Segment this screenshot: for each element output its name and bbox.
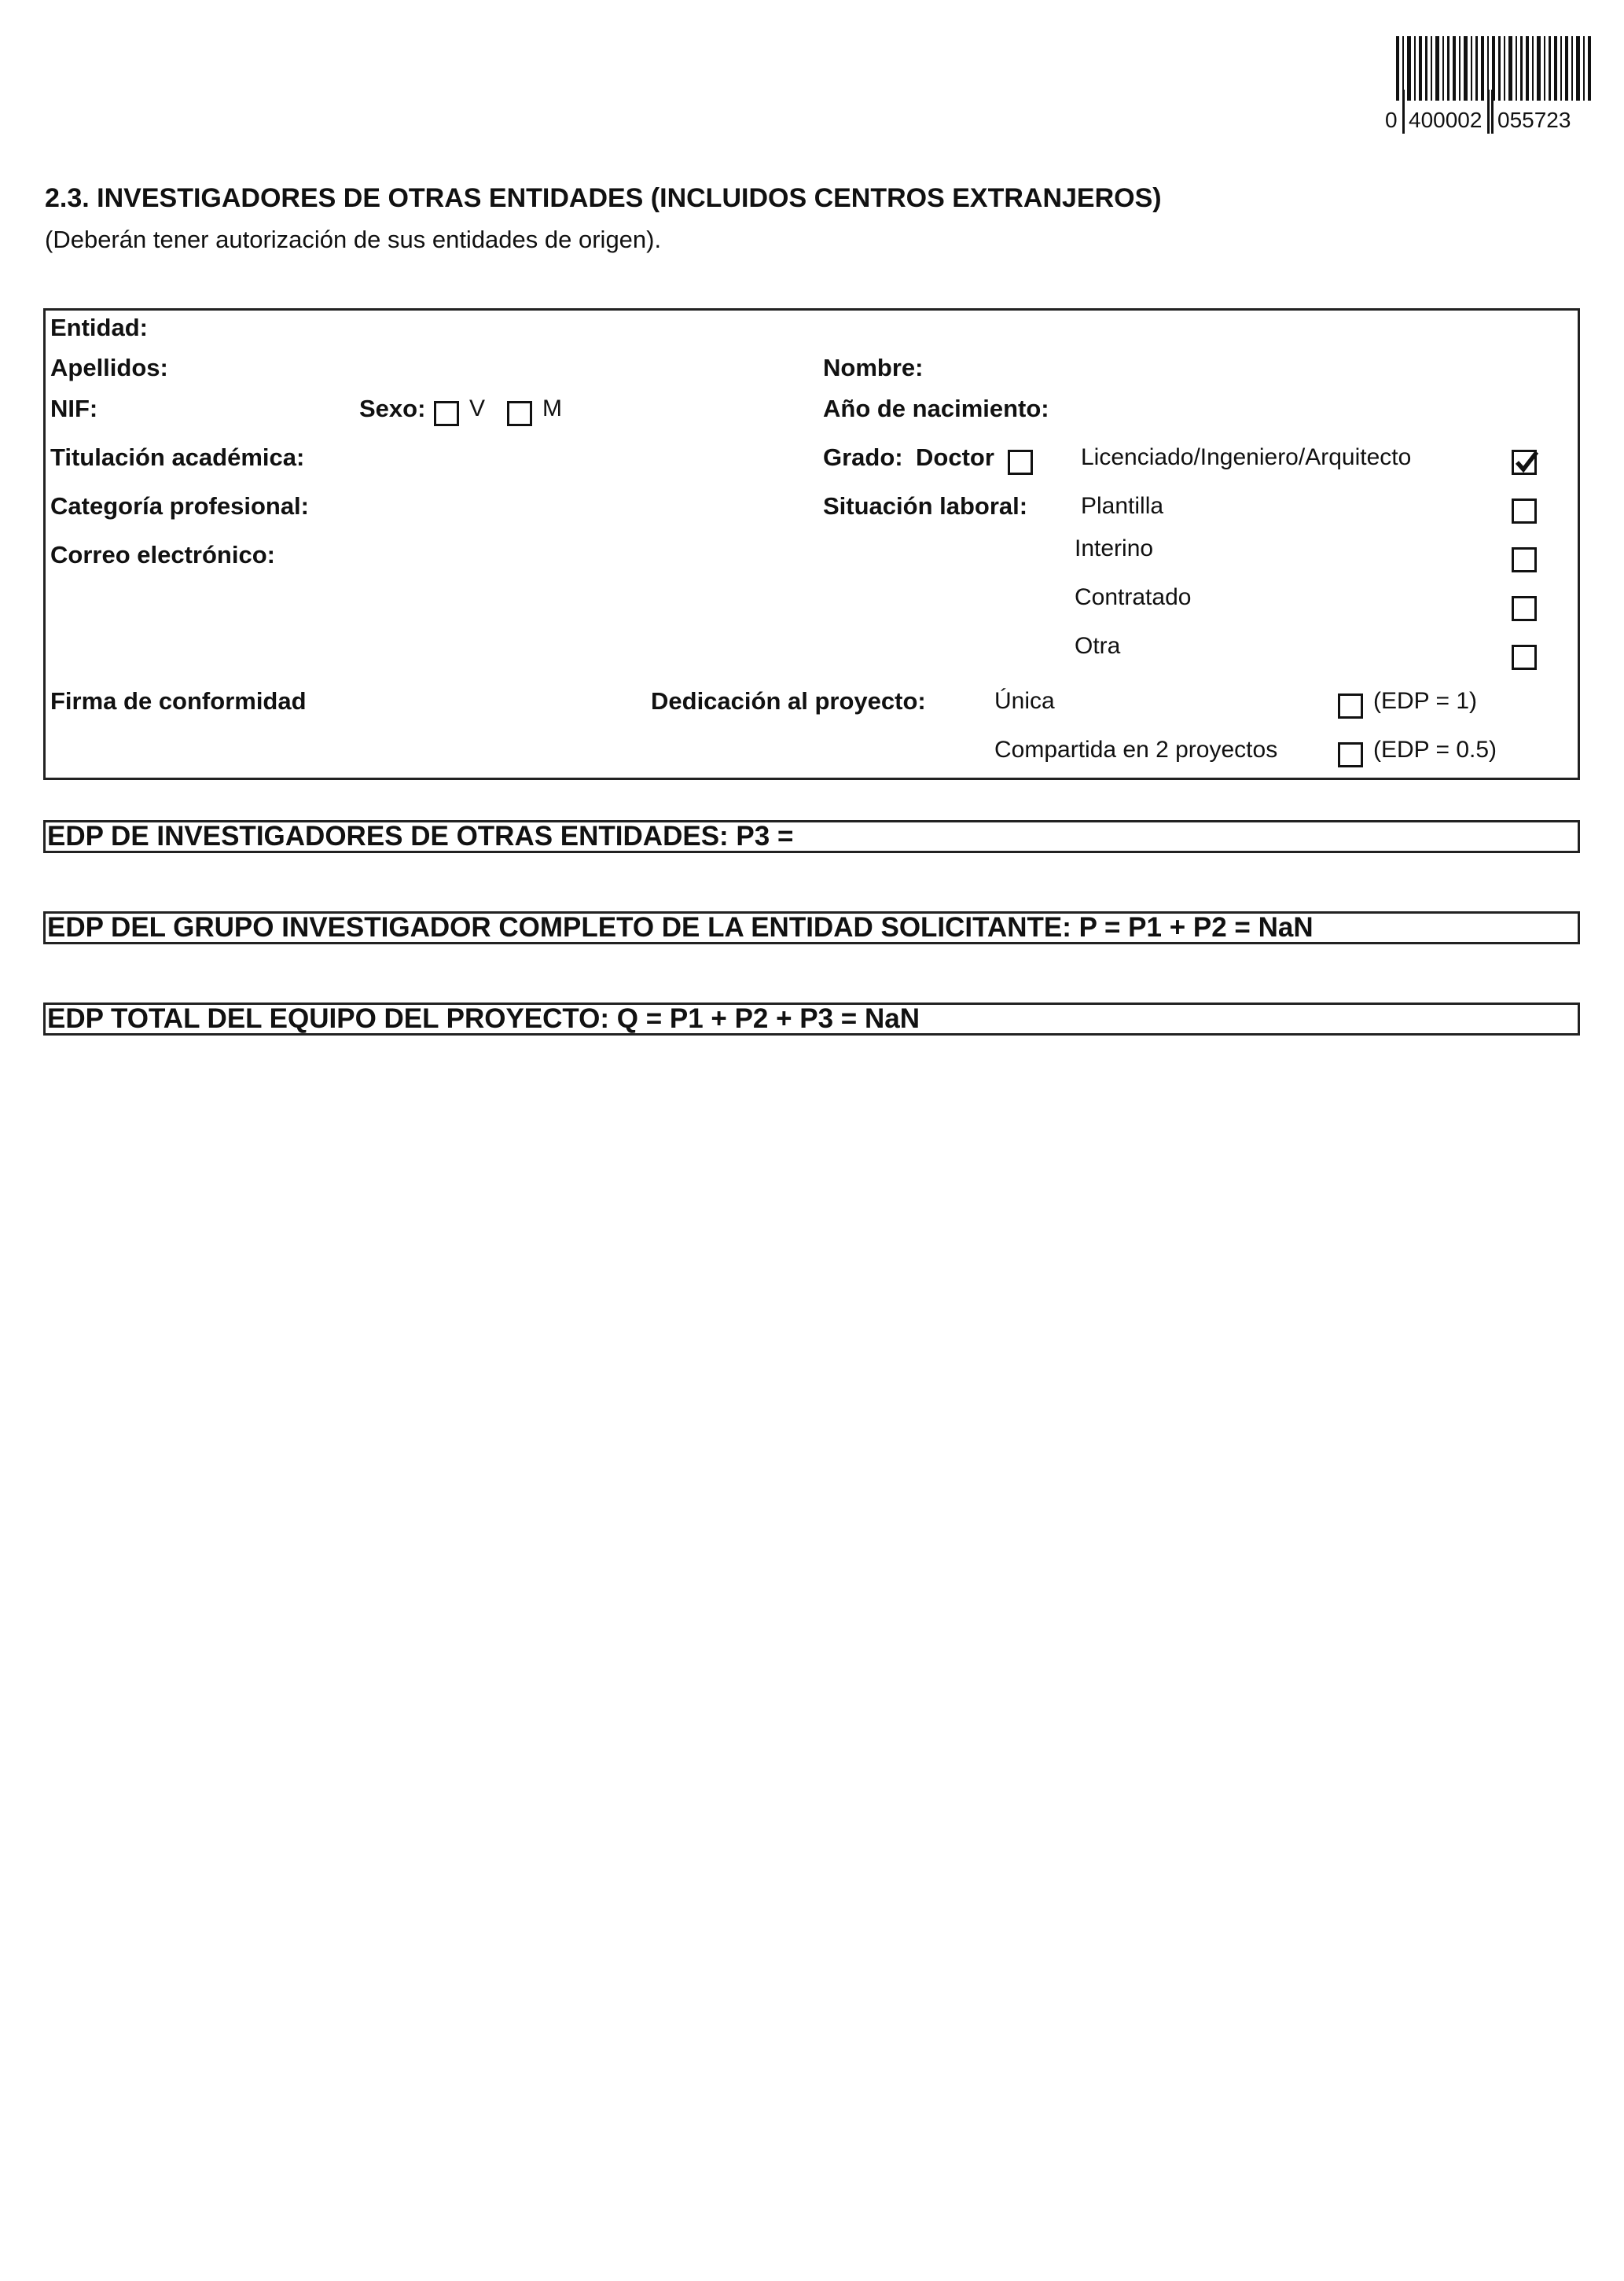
situacion-otra-checkbox[interactable] bbox=[1512, 645, 1537, 670]
situacion-contratado-checkbox[interactable] bbox=[1512, 596, 1537, 621]
dedicacion-label: Dedicación al proyecto: bbox=[651, 687, 926, 715]
barcode-digit-left: 0 bbox=[1385, 108, 1398, 132]
sexo-label: Sexo: bbox=[359, 395, 426, 422]
nif-label: NIF: bbox=[50, 395, 98, 422]
barcode-guard-bar bbox=[1487, 90, 1490, 134]
situacion-contratado-label: Contratado bbox=[1075, 584, 1192, 610]
situacion-label: Situación laboral: bbox=[823, 492, 1028, 520]
situacion-plantilla-label: Plantilla bbox=[1081, 493, 1164, 519]
sexo-v-label: V bbox=[469, 395, 486, 421]
grado-doctor-label: Doctor bbox=[916, 443, 994, 471]
grado-licenciado-checkbox[interactable] bbox=[1512, 450, 1537, 475]
situacion-interino-label: Interino bbox=[1075, 535, 1154, 561]
ano-nacimiento-label: Año de nacimiento: bbox=[823, 395, 1049, 422]
sexo-m-label: M bbox=[542, 395, 562, 421]
situacion-interino-checkbox[interactable] bbox=[1512, 547, 1537, 572]
barcode bbox=[1385, 36, 1593, 134]
dedicacion-unica-note: (EDP = 1) bbox=[1373, 688, 1477, 714]
edp-p3-box: EDP DE INVESTIGADORES DE OTRAS ENTIDADES: P3 = bbox=[43, 820, 1580, 853]
categoria-label: Categoría profesional: bbox=[50, 492, 309, 520]
situacion-plantilla-checkbox[interactable] bbox=[1512, 499, 1537, 524]
section-subtitle: (Deberán tener autorización de sus entidades de origen). bbox=[45, 226, 662, 253]
checkmark-icon bbox=[1512, 447, 1541, 476]
dedicacion-compartida-label: Compartida en 2 proyectos bbox=[994, 737, 1278, 763]
grado-doctor-checkbox[interactable] bbox=[1008, 450, 1033, 475]
barcode-digits-right: 055723 bbox=[1497, 108, 1571, 132]
edp-q-box: EDP TOTAL DEL EQUIPO DEL PROYECTO: Q = P1 + P2 + P3 = NaN bbox=[43, 1003, 1580, 1036]
dedicacion-unica-checkbox[interactable] bbox=[1338, 693, 1363, 719]
nombre-label: Nombre: bbox=[823, 354, 924, 381]
correo-label: Correo electrónico: bbox=[50, 541, 275, 568]
dedicacion-unica-label: Única bbox=[994, 688, 1055, 714]
entidad-label: Entidad: bbox=[50, 314, 148, 341]
dedicacion-compartida-checkbox[interactable] bbox=[1338, 742, 1363, 767]
titulacion-label: Titulación académica: bbox=[50, 443, 305, 471]
situacion-otra-label: Otra bbox=[1075, 633, 1121, 659]
apellidos-label: Apellidos: bbox=[50, 354, 168, 381]
barcode-guard-bar bbox=[1402, 90, 1405, 134]
dedicacion-compartida-note: (EDP = 0.5) bbox=[1373, 737, 1497, 763]
grado-licenciado-label: Licenciado/Ingeniero/Arquitecto bbox=[1081, 444, 1412, 470]
sexo-v-checkbox[interactable] bbox=[434, 401, 459, 426]
barcode-digits-middle: 400002 bbox=[1409, 108, 1483, 132]
section-title: 2.3. INVESTIGADORES DE OTRAS ENTIDADES (INCLUIDOS CENTROS EXTRANJEROS) bbox=[45, 183, 1162, 213]
sexo-m-checkbox[interactable] bbox=[507, 401, 532, 426]
barcode-guard-bar bbox=[1491, 90, 1494, 134]
firma-label: Firma de conformidad bbox=[50, 687, 307, 715]
edp-p-box: EDP DEL GRUPO INVESTIGADOR COMPLETO DE LA ENTIDAD SOLICITANTE: P = P1 + P2 = NaN bbox=[43, 911, 1580, 944]
grado-label: Grado: bbox=[823, 443, 903, 471]
